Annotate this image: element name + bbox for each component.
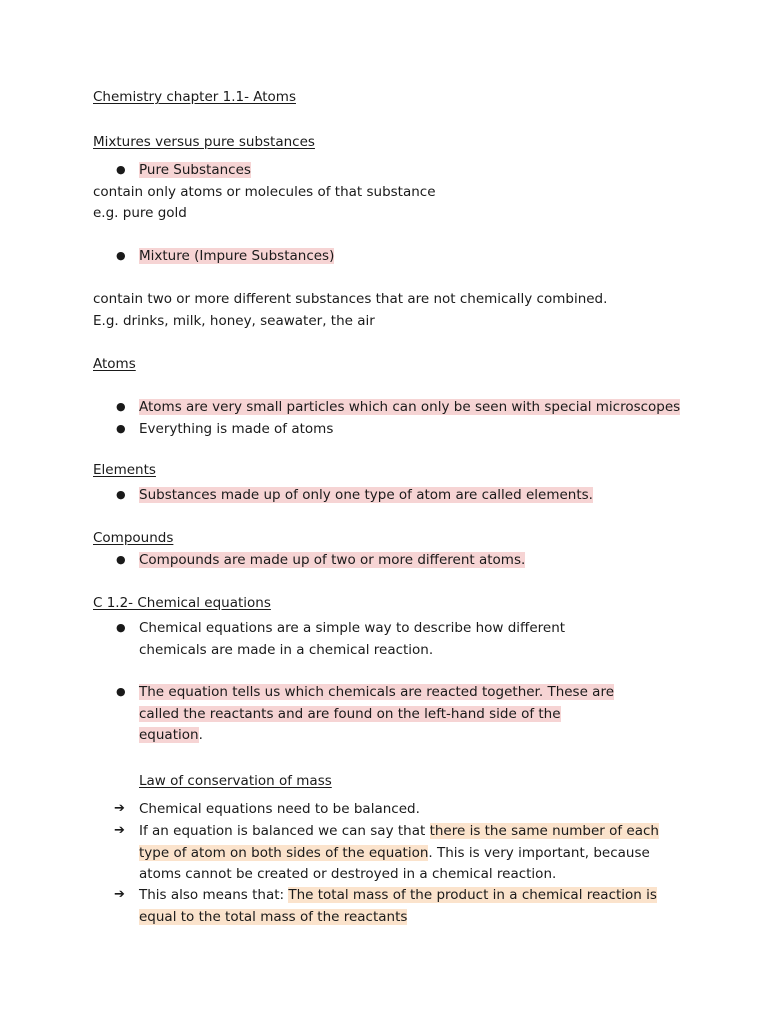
arrow-icon: ➔ bbox=[114, 801, 125, 816]
equations-bullet-2-line-2: called the reactants and are found on the left-hand side of the bbox=[139, 706, 561, 722]
equations-heading: C 1.2- Chemical equations bbox=[93, 595, 271, 611]
law-arrow-2-line-1: If an equation is balanced we can say that there is the same number of each bbox=[139, 823, 659, 839]
mixtures-heading: Mixtures versus pure substances bbox=[93, 134, 315, 150]
bullet-icon: ● bbox=[116, 163, 126, 176]
bullet-icon: ● bbox=[116, 553, 126, 566]
pure-substances-description: contain only atoms or molecules of that substance bbox=[93, 184, 436, 200]
equations-bullet-1-line-2: chemicals are made in a chemical reaction. bbox=[139, 642, 434, 658]
bullet-icon: ● bbox=[116, 488, 126, 501]
compounds-bullet-1: Compounds are made up of two or more different atoms. bbox=[139, 552, 526, 568]
law-arrow-2-line-2: type of atom on both sides of the equation. This is very important, because bbox=[139, 845, 650, 861]
bullet-icon: ● bbox=[116, 621, 126, 634]
pure-substances-example: e.g. pure gold bbox=[93, 205, 187, 221]
law-of-conservation-heading: Law of conservation of mass bbox=[139, 773, 332, 789]
atoms-bullet-2: Everything is made of atoms bbox=[139, 421, 334, 437]
mixture-example: E.g. drinks, milk, honey, seawater, the air bbox=[93, 313, 375, 329]
elements-bullet-1: Substances made up of only one type of atom are called elements. bbox=[139, 487, 593, 503]
equations-bullet-2-line-1: The equation tells us which chemicals are reacted together. These are bbox=[139, 684, 615, 700]
pure-substances-label: Pure Substances bbox=[139, 162, 251, 178]
arrow-icon: ➔ bbox=[114, 823, 125, 838]
law-arrow-2-line-3: atoms cannot be created or destroyed in a chemical reaction. bbox=[139, 866, 557, 882]
bullet-icon: ● bbox=[116, 685, 126, 698]
compounds-heading: Compounds bbox=[93, 530, 174, 546]
document-title: Chemistry chapter 1.1- Atoms bbox=[93, 89, 296, 105]
arrow-icon: ➔ bbox=[114, 887, 125, 902]
law-arrow-1: Chemical equations need to be balanced. bbox=[139, 801, 420, 817]
law-arrow-3-line-1: This also means that: The total mass of the product in a chemical reaction is bbox=[139, 887, 657, 903]
atoms-heading: Atoms bbox=[93, 356, 136, 372]
law-arrow-3-line-2: equal to the total mass of the reactants bbox=[139, 909, 408, 925]
bullet-icon: ● bbox=[116, 400, 126, 413]
equations-bullet-1-line-1: Chemical equations are a simple way to describe how different bbox=[139, 620, 566, 636]
mixture-description: contain two or more different substances that are not chemically combined. bbox=[93, 291, 608, 307]
elements-heading: Elements bbox=[93, 462, 156, 478]
equations-bullet-2-line-3: equation. bbox=[139, 727, 203, 743]
mixture-label: Mixture (Impure Substances) bbox=[139, 248, 335, 264]
bullet-icon: ● bbox=[116, 422, 126, 435]
bullet-icon: ● bbox=[116, 249, 126, 262]
atoms-bullet-1: Atoms are very small particles which can only be seen with special microscopes bbox=[139, 399, 681, 415]
